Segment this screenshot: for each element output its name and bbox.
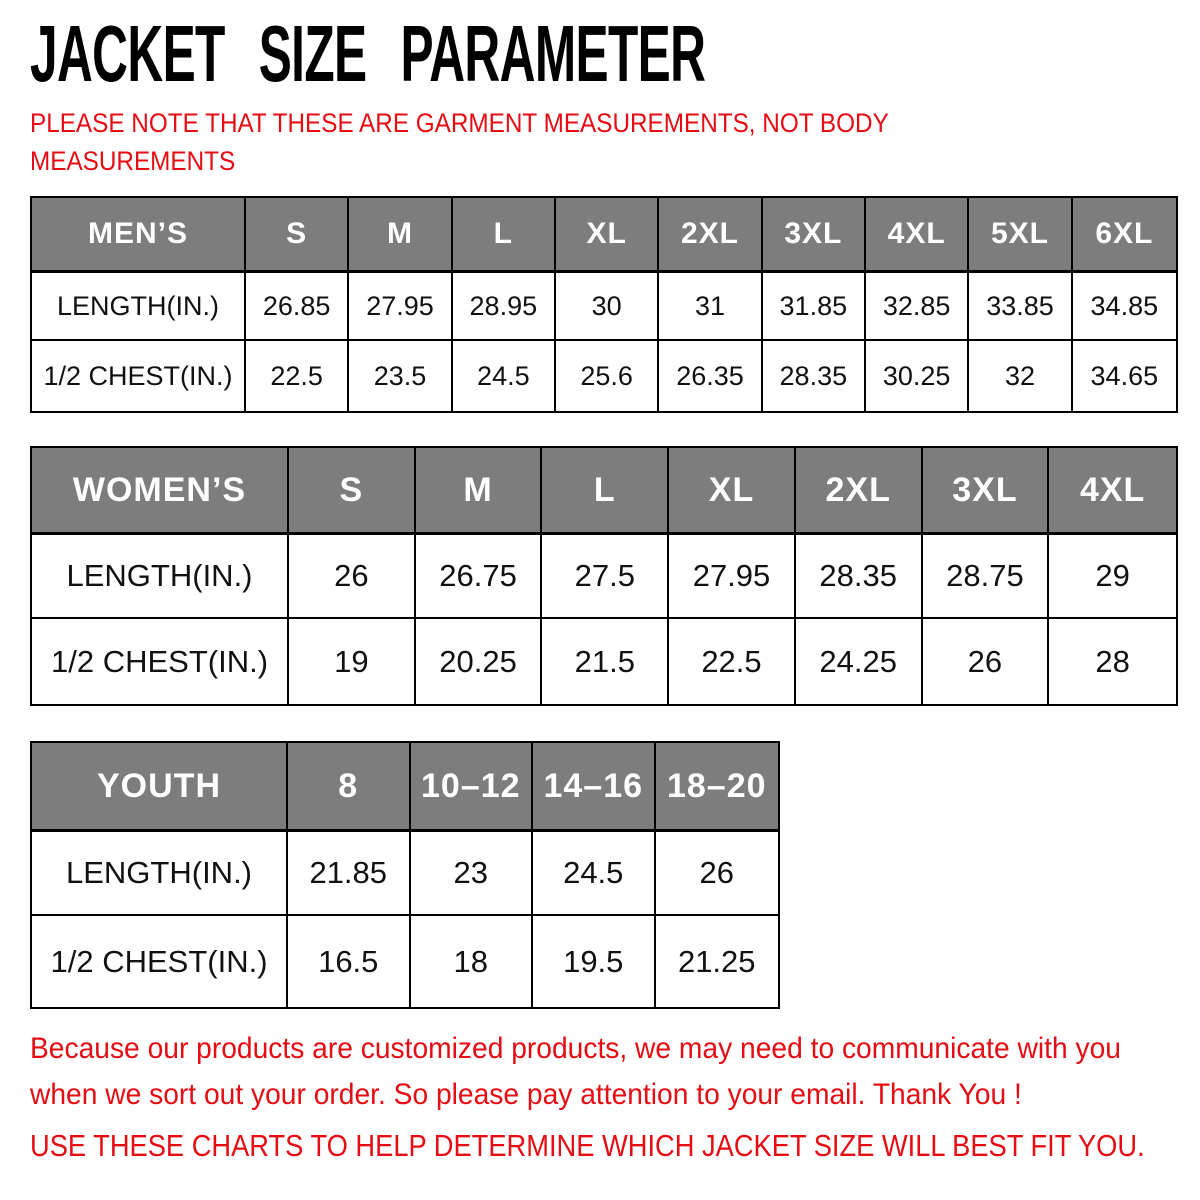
- measurement-row-label: 1/2 CHEST(IN.): [32, 619, 289, 704]
- page-title: JACKET SIZE PARAMETER: [30, 9, 706, 98]
- size-column-header: 3XL: [763, 198, 866, 273]
- measurement-value-cell: 26.85: [246, 273, 349, 341]
- table-title-cell: YOUTH: [32, 743, 288, 832]
- measurement-value-cell: 24.25: [796, 619, 923, 704]
- measurement-value-cell: 27.5: [542, 535, 669, 619]
- measurement-value-cell: 27.95: [669, 535, 796, 619]
- measurement-value-cell: 31: [659, 273, 762, 341]
- measurement-value-cell: 24.5: [533, 832, 656, 916]
- size-column-header: 2XL: [659, 198, 762, 273]
- measurement-row-label: 1/2 CHEST(IN.): [32, 916, 288, 1007]
- size-column-header: 14–16: [533, 743, 656, 832]
- size-column-header: 18–20: [656, 743, 779, 832]
- size-column-header: 4XL: [866, 198, 969, 273]
- measurement-value-cell: 25.6: [556, 341, 659, 411]
- measurement-value-cell: 23: [411, 832, 534, 916]
- size-column-header: 2XL: [796, 448, 923, 535]
- measurement-value-cell: 30.25: [866, 341, 969, 411]
- size-column-header: M: [416, 448, 543, 535]
- measurement-value-cell: 28.75: [923, 535, 1050, 619]
- youth-size-table: [30, 741, 780, 1009]
- customization-notice: [30, 1026, 1121, 1118]
- size-column-header: XL: [669, 448, 796, 535]
- measurement-value-cell: 26.35: [659, 341, 762, 411]
- table-title-cell: MEN’S: [32, 198, 246, 273]
- measurement-value-cell: 22.5: [669, 619, 796, 704]
- measurement-value-cell: 30: [556, 273, 659, 341]
- measurement-value-cell: 28: [1049, 619, 1176, 704]
- measurement-value-cell: 21.5: [542, 619, 669, 704]
- measurement-value-cell: 28.35: [796, 535, 923, 619]
- fit-advice-note: USE THESE CHARTS TO HELP DETERMINE WHICH JACKET SIZE WILL BEST FIT YOU.: [30, 1128, 1145, 1163]
- measurement-value-cell: 27.95: [349, 273, 452, 341]
- notice-line: Because our products are customized products, we may need to communicate with you: [30, 1032, 1121, 1065]
- measurement-value-cell: 16.5: [288, 916, 411, 1007]
- size-column-header: 4XL: [1049, 448, 1176, 535]
- measurement-value-cell: 34.65: [1073, 341, 1176, 411]
- womens-size-table: [30, 446, 1178, 706]
- measurement-value-cell: 28.95: [453, 273, 556, 341]
- note-line: MEASUREMENTS: [30, 146, 236, 176]
- measurement-value-cell: 21.85: [288, 832, 411, 916]
- measurement-row-label: LENGTH(IN.): [32, 273, 246, 341]
- garment-measurement-note: [30, 104, 889, 180]
- measurement-value-cell: 26: [289, 535, 416, 619]
- size-column-header: S: [246, 198, 349, 273]
- measurement-value-cell: 33.85: [969, 273, 1072, 341]
- measurement-value-cell: 31.85: [763, 273, 866, 341]
- measurement-value-cell: 24.5: [453, 341, 556, 411]
- measurement-value-cell: 18: [411, 916, 534, 1007]
- note-line: PLEASE NOTE THAT THESE ARE GARMENT MEASUREMENTS, NOT BODY: [30, 108, 889, 138]
- measurement-value-cell: 22.5: [246, 341, 349, 411]
- measurement-row-label: 1/2 CHEST(IN.): [32, 341, 246, 411]
- measurement-value-cell: 26.75: [416, 535, 543, 619]
- measurement-row-label: LENGTH(IN.): [32, 832, 288, 916]
- size-column-header: 10–12: [411, 743, 534, 832]
- measurement-row-label: LENGTH(IN.): [32, 535, 289, 619]
- notice-line: when we sort out your order. So please pay attention to your email. Thank You !: [30, 1078, 1022, 1111]
- measurement-value-cell: 23.5: [349, 341, 452, 411]
- measurement-value-cell: 20.25: [416, 619, 543, 704]
- size-column-header: XL: [556, 198, 659, 273]
- size-column-header: L: [542, 448, 669, 535]
- measurement-value-cell: 34.85: [1073, 273, 1176, 341]
- table-title-cell: WOMEN’S: [32, 448, 289, 535]
- measurement-value-cell: 26: [923, 619, 1050, 704]
- size-column-header: M: [349, 198, 452, 273]
- size-column-header: 6XL: [1073, 198, 1176, 273]
- size-column-header: L: [453, 198, 556, 273]
- measurement-value-cell: 19: [289, 619, 416, 704]
- measurement-value-cell: 26: [656, 832, 779, 916]
- measurement-value-cell: 19.5: [533, 916, 656, 1007]
- measurement-value-cell: 32.85: [866, 273, 969, 341]
- measurement-value-cell: 21.25: [656, 916, 779, 1007]
- measurement-value-cell: 32: [969, 341, 1072, 411]
- size-column-header: 8: [288, 743, 411, 832]
- size-column-header: S: [289, 448, 416, 535]
- measurement-value-cell: 29: [1049, 535, 1176, 619]
- measurement-value-cell: 28.35: [763, 341, 866, 411]
- size-column-header: 5XL: [969, 198, 1072, 273]
- mens-size-table: [30, 196, 1178, 413]
- size-column-header: 3XL: [923, 448, 1050, 535]
